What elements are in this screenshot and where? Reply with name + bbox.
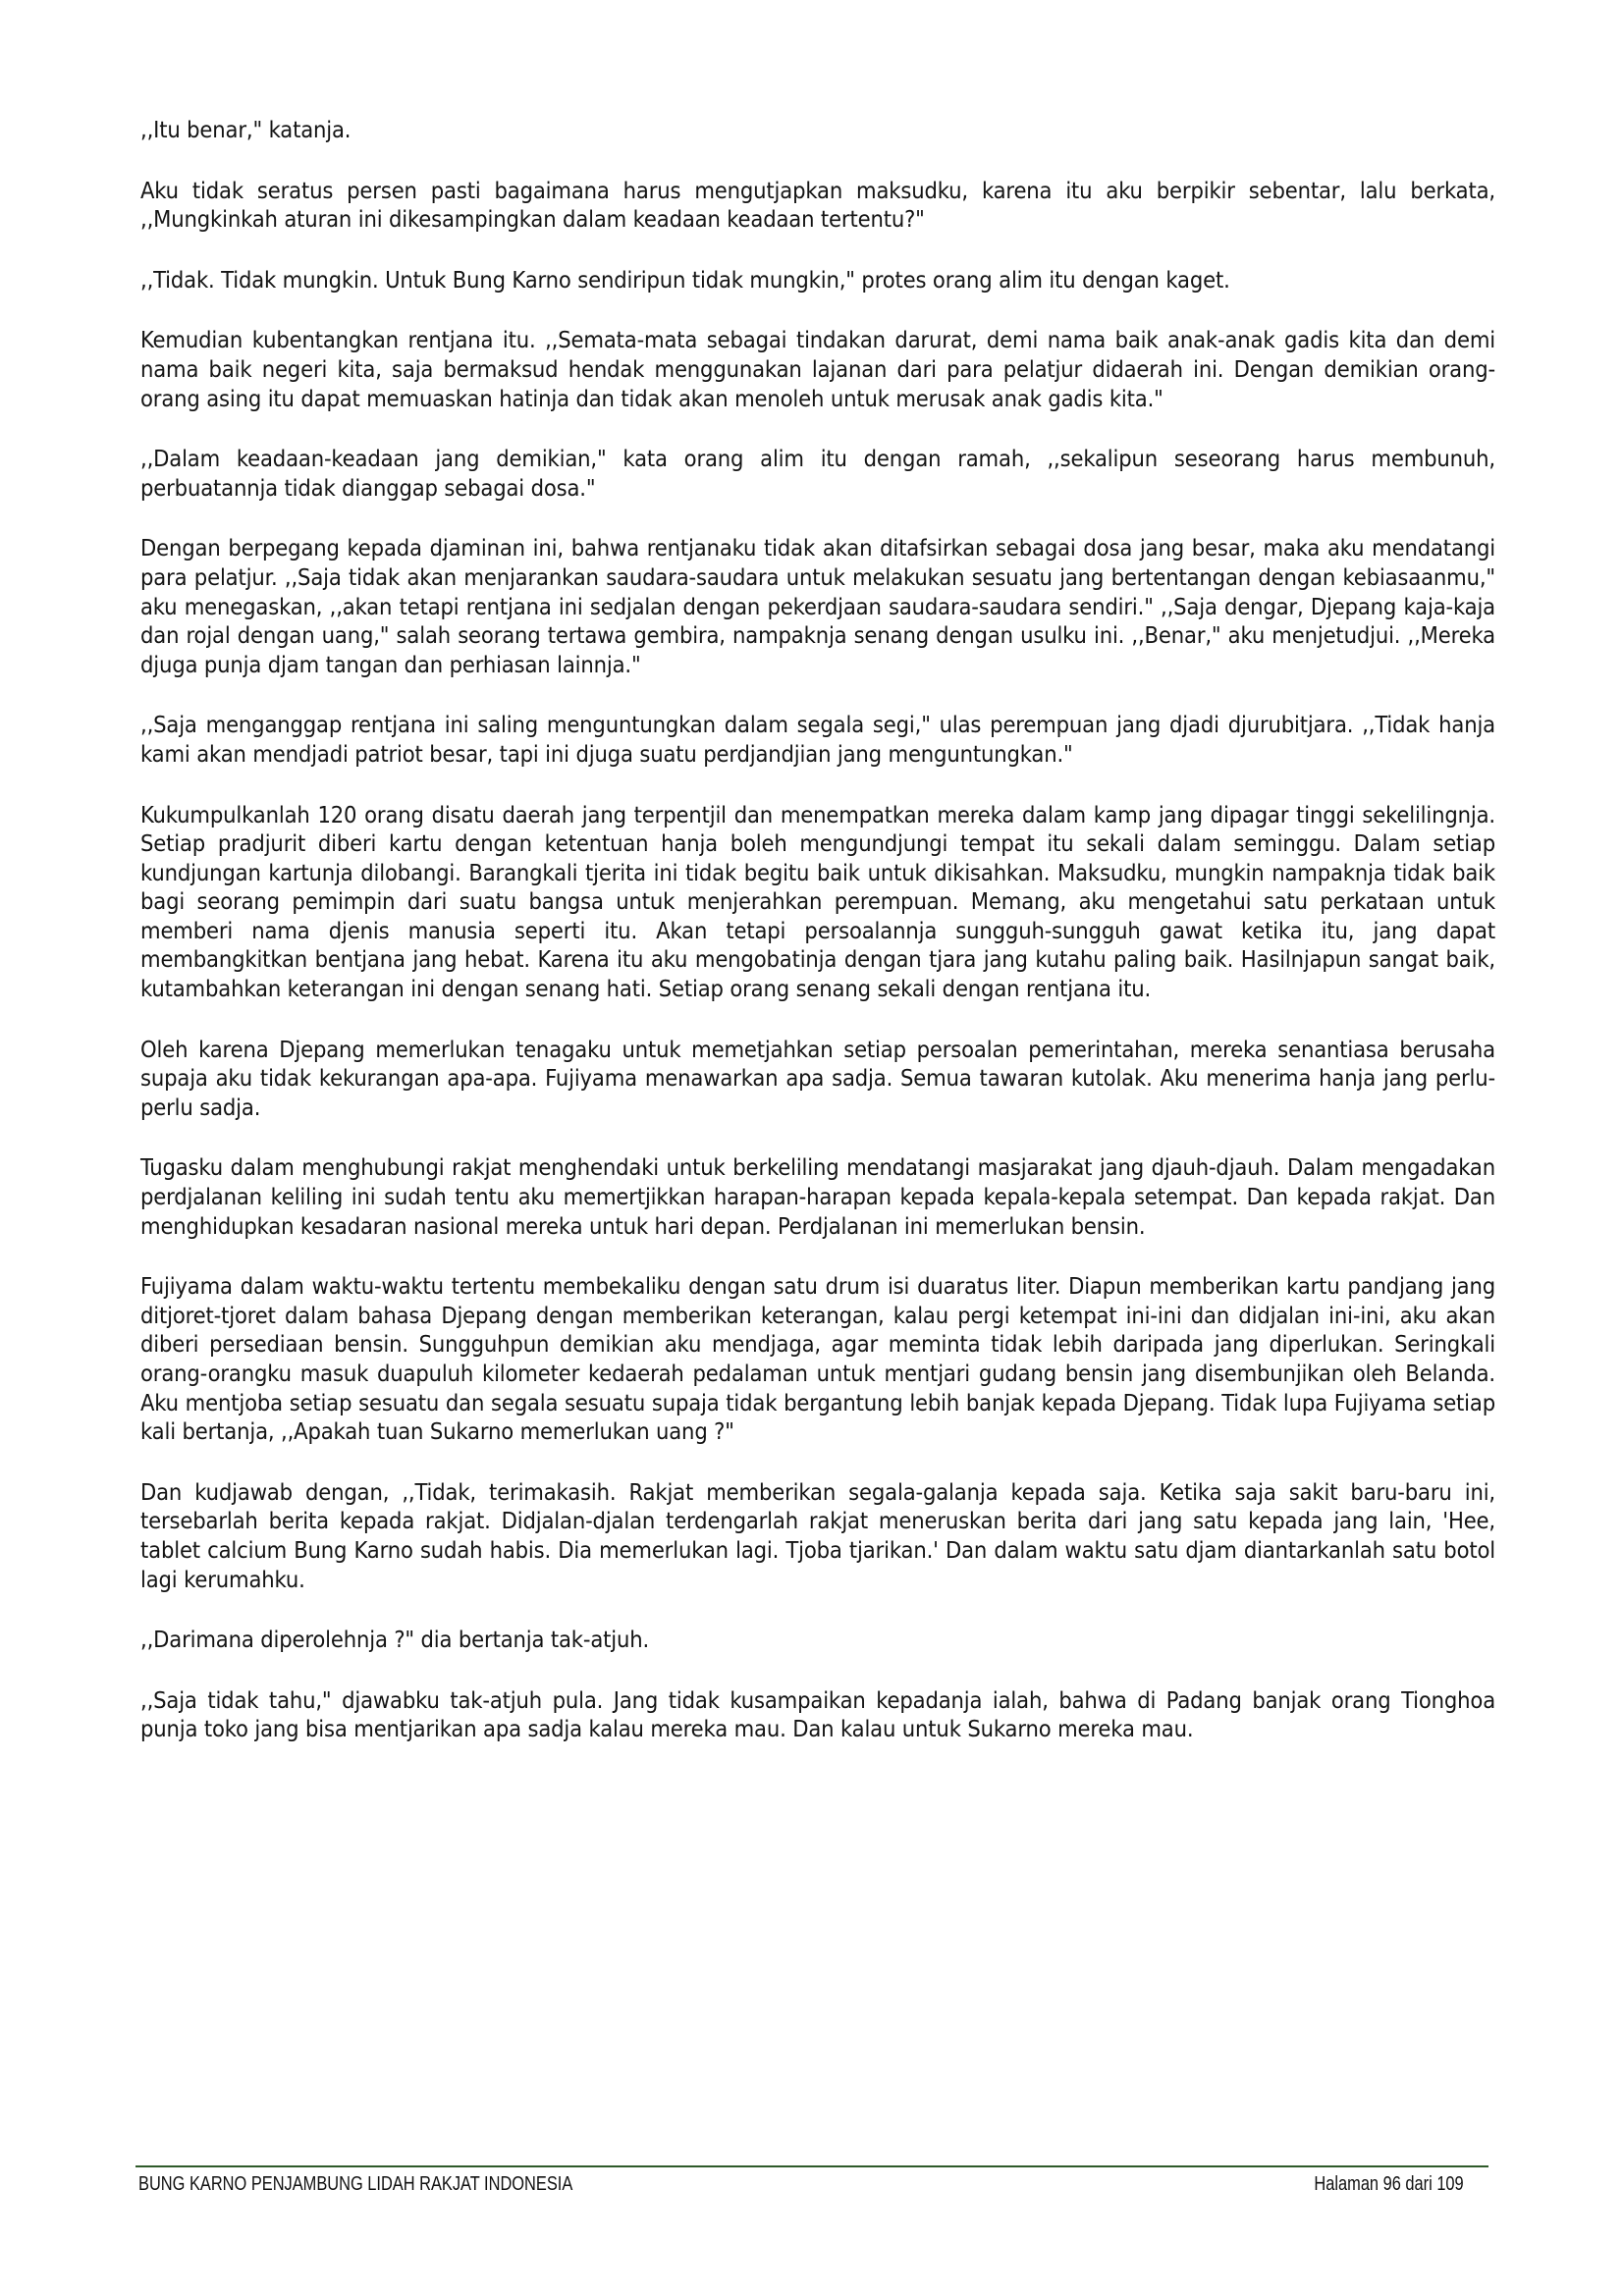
paragraph: Dan kudjawab dengan, ,,Tidak, terimakasih. Rakjat memberikan segala-galanja kepada saja. Ketika saja sakit baru-baru ini, tersebarlah berita kepada rakjat. Didjalan-djalan terdengarlah rakjat meneruskan berita dari jang satu kepada jang lain, 'Hee, tablet calcium Bung Karno sudah habis. Dia memerlukan lagi. Tjoba tjarikan.' Dan dalam waktu satu djam diantarkanlah satu botol lagi kerumahku. bbox=[140, 1477, 1495, 1593]
paragraph: ,,Itu benar," katanja. bbox=[140, 116, 352, 143]
paragraph: ,,Saja menganggap rentjana ini saling menguntungkan dalam segala segi," ulas perempuan jang djadi djurubitjara. ,,Tidak hanja kami akan mendjadi patriot besar, tapi ini djuga suatu perdjandjian jang menguntungkan." bbox=[140, 711, 1495, 768]
paragraph: Tugasku dalam menghubungi rakjat menghendaki untuk berkeliling mendatangi masjarakat jang djauh-djauh. Dalam mengadakan perdjalanan keliling ini sudah tentu aku memertjikkan harapan-harapan kepada kepala-kepala setempat. Dan kepada rakjat. Dan menghidupkan kesadaran nasional mereka untuk hari depan. Perdjalanan ini memerlukan bensin. bbox=[140, 1153, 1495, 1240]
paragraph: ,,Tidak. Tidak mungkin. Untuk Bung Karno sendiripun tidak mungkin," protes orang alim itu dengan kaget. bbox=[140, 265, 1230, 294]
paragraph: Oleh karena Djepang memerlukan tenagaku untuk memetjahkan setiap persoalan pemerintahan, mereka senantiasa berusaha supaja aku tidak kekurangan apa-apa. Fujiyama menawarkan apa sadja. Semua tawaran kutolak. Aku menerima hanja jang perlu-perlu sadja. bbox=[140, 1035, 1495, 1121]
paragraph: ,,Darimana diperolehnja ?" dia bertanja tak-atjuh. bbox=[140, 1626, 650, 1654]
paragraph: Dengan berpegang kepada djaminan ini, bahwa rentjanaku tidak akan ditafsirkan sebagai dosa jang besar, maka aku mendatangi para pelatjur. ,,Saja tidak akan menjarankan saudara-saudara untuk melakukan sesuatu jang bertentangan dengan kebiasaanmu," aku menegaskan, ,,akan tetapi rentjana ini sedjalan dengan pekerdjaan saudara-saudara sendiri." ,,Saja dengar, Djepang kaja-kaja dan rojal dengan uang," salah seorang tertawa gembira, nampaknja senang dengan usulku ini. ,,Benar," aku menjetudjui. ,,Mereka djuga punja djam tangan dan perhiasan lainnja." bbox=[140, 534, 1495, 678]
footer-divider bbox=[135, 2165, 1488, 2167]
footer-page-number: Halaman 96 dari 109 bbox=[1314, 2173, 1464, 2195]
paragraph: Kemudian kubentangkan rentjana itu. ,,Semata-mata sebagai tindakan darurat, demi nama baik anak-anak gadis kita dan demi nama baik negeri kita, saja bermaksud hendak menggunakan lajanan dari para pelatjur didaerah ini. Dengan demikian orang-orang asing itu dapat memuaskan hatinja dan tidak akan menoleh untuk merusak anak gadis kita." bbox=[140, 326, 1495, 412]
page-body bbox=[140, 116, 1495, 1776]
paragraph: Fujiyama dalam waktu-waktu tertentu membekaliku dengan satu drum isi duaratus liter. Diapun memberikan kartu pandjang jang ditjoret-tjoret dalam bahasa Djepang dengan memberikan keterangan, kalau pergi ketempat ini-ini dan didjalan ini-ini, aku akan diberi persediaan bensin. Sungguhpun demikian aku mendjaga, agar meminta tidak lebih daripada jang diperlukan. Seringkali orang-orangku masuk duapuluh kilometer kedaerah pedalaman untuk mentjari gudang bensin jang disembunjikan oleh Belanda. Aku mentjoba setiap sesuatu dan segala sesuatu supaja tidak bergantung lebih banjak kepada Djepang. Tidak lupa Fujiyama setiap kali bertanja, ,,Apakah tuan Sukarno memerlukan uang ?" bbox=[140, 1272, 1495, 1446]
paragraph: Aku tidak seratus persen pasti bagaimana harus mengutjapkan maksudku, karena itu aku berpikir sebentar, lalu berkata, ,,Mungkinkah aturan ini dikesampingkan dalam keadaan keadaan tertentu?" bbox=[140, 176, 1495, 234]
paragraph: ,,Dalam keadaan-keadaan jang demikian," kata orang alim itu dengan ramah, ,,sekalipun seseorang harus membunuh, perbuatannja tidak dianggap sebagai dosa." bbox=[140, 445, 1495, 502]
paragraph: Kukumpulkanlah 120 orang disatu daerah jang terpentjil dan menempatkan mereka dalam kamp jang dipagar tinggi sekelilingnja. Setiap pradjurit diberi kartu dengan ketentuan hanja boleh mengundjungi tempat itu sekali dalam seminggu. Dalam setiap kundjungan kartunja dilobangi. Barangkali tjerita ini tidak begitu baik untuk dikisahkan. Maksudku, mungkin nampaknja tidak baik bagi seorang pemimpin dari suatu bangsa untuk menjerahkan perempuan. Memang, aku mengetahui satu perkataan untuk memberi nama djenis manusia seperti itu. Akan tetapi persoalannja sungguh-sungguh gawat ketika itu, jang dapat membangkitkan bentjana jang hebat. Karena itu aku mengobatinja dengan tjara jang kutahu paling baik. Hasilnjapun sangat baik, kutambahkan keterangan ini dengan senang hati. Setiap orang senang sekali dengan rentjana itu. bbox=[140, 800, 1495, 1003]
paragraph: ,,Saja tidak tahu," djawabku tak-atjuh pula. Jang tidak kusampaikan kepadanja ialah, bahwa di Padang banjak orang Tionghoa punja toko jang bisa mentjarikan apa sadja kalau mereka mau. Dan kalau untuk Sukarno mereka mau. bbox=[140, 1685, 1495, 1743]
footer-book-title: BUNG KARNO PENJAMBUNG LIDAH RAKJAT INDONESIA bbox=[138, 2173, 573, 2195]
